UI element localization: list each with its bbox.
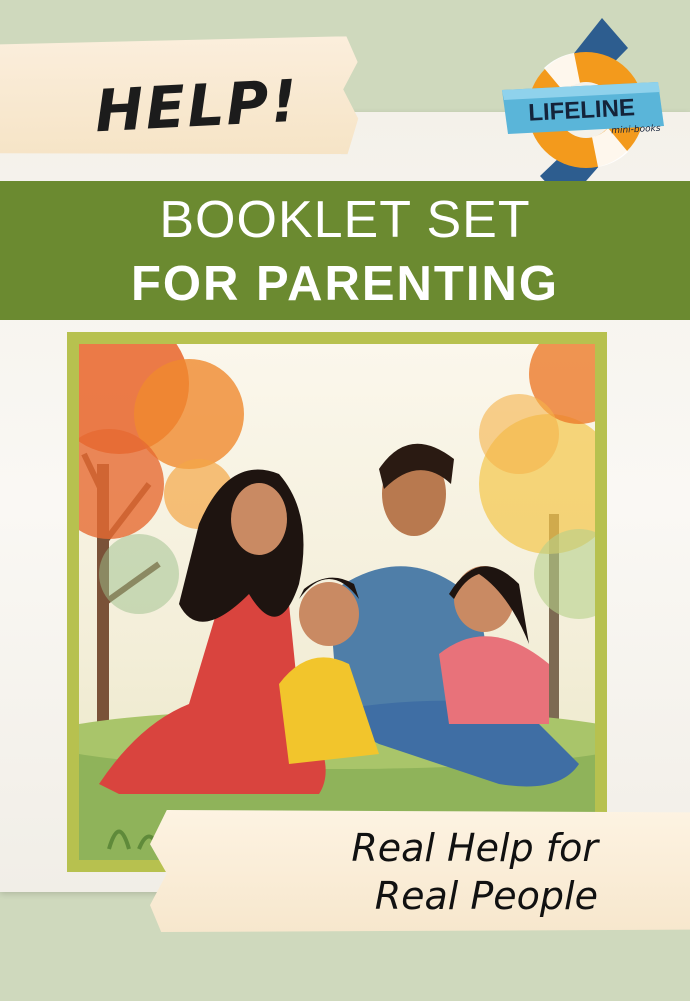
tagline-line-1: Real Help for: [351, 826, 598, 870]
logo-sub-text: mini-books: [610, 123, 661, 137]
photo-frame: [67, 332, 607, 872]
logo-brand-text: LIFELINE: [527, 94, 636, 127]
help-label: HELP!: [93, 66, 301, 146]
title-line-1: BOOKLET SET: [159, 191, 531, 249]
title-line-2: FOR PARENTING: [131, 257, 559, 311]
lifeline-logo: [500, 18, 670, 208]
family-illustration: [79, 344, 595, 860]
tagline-line-2: Real People: [374, 874, 598, 918]
